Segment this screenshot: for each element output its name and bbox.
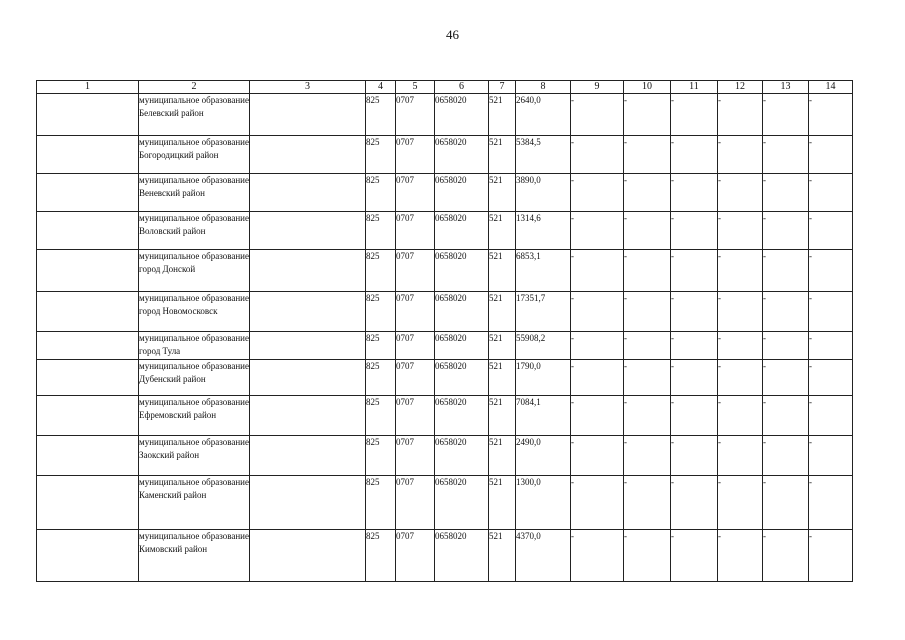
cell-col-3 bbox=[250, 396, 366, 436]
municipality-name: муниципальное образование Каменский район bbox=[139, 476, 250, 530]
municipality-name: муниципальное образование Дубенский район bbox=[139, 360, 250, 396]
cell-ministry-code: 825 bbox=[366, 476, 396, 530]
cell-expense-type: 521 bbox=[489, 136, 516, 174]
cell-col-1 bbox=[37, 530, 139, 582]
municipality-name: муниципальное образование Богородицкий район bbox=[139, 136, 250, 174]
cell-ministry-code: 825 bbox=[366, 332, 396, 360]
header-row bbox=[37, 81, 853, 94]
cell-expense-type: 521 bbox=[489, 396, 516, 436]
cell-col-9: - bbox=[571, 292, 624, 332]
cell-col-12: - bbox=[718, 476, 763, 530]
cell-amount: 4370,0 bbox=[516, 530, 571, 582]
cell-col-13: - bbox=[763, 396, 809, 436]
cell-col-12: - bbox=[718, 530, 763, 582]
cell-ministry-code: 825 bbox=[366, 436, 396, 476]
cell-col-9: - bbox=[571, 212, 624, 250]
cell-col-10: - bbox=[624, 292, 671, 332]
municipality-name: муниципальное образование город Новомосковск bbox=[139, 292, 250, 332]
cell-col-3 bbox=[250, 136, 366, 174]
cell-col-14: - bbox=[809, 476, 853, 530]
cell-section-code: 0707 bbox=[396, 396, 435, 436]
municipality-name: муниципальное образование город Тула bbox=[139, 332, 250, 360]
cell-target-code: 0658020 bbox=[435, 94, 489, 136]
cell-col-14: - bbox=[809, 436, 853, 476]
cell-col-1 bbox=[37, 292, 139, 332]
cell-amount: 2640,0 bbox=[516, 94, 571, 136]
cell-ministry-code: 825 bbox=[366, 250, 396, 292]
cell-expense-type: 521 bbox=[489, 436, 516, 476]
cell-col-9: - bbox=[571, 332, 624, 360]
cell-col-13: - bbox=[763, 136, 809, 174]
cell-col-3 bbox=[250, 250, 366, 292]
cell-col-3 bbox=[250, 212, 366, 250]
cell-target-code: 0658020 bbox=[435, 396, 489, 436]
cell-col-12: - bbox=[718, 174, 763, 212]
cell-col-14: - bbox=[809, 332, 853, 360]
cell-col-9: - bbox=[571, 530, 624, 582]
cell-col-14: - bbox=[809, 136, 853, 174]
column-header-12: 12 bbox=[718, 81, 763, 94]
cell-col-1 bbox=[37, 360, 139, 396]
cell-col-1 bbox=[37, 136, 139, 174]
cell-col-9: - bbox=[571, 396, 624, 436]
cell-target-code: 0658020 bbox=[435, 136, 489, 174]
cell-target-code: 0658020 bbox=[435, 476, 489, 530]
cell-col-10: - bbox=[624, 174, 671, 212]
cell-section-code: 0707 bbox=[396, 94, 435, 136]
cell-col-3 bbox=[250, 436, 366, 476]
page-number: 46 bbox=[446, 27, 459, 42]
cell-col-14: - bbox=[809, 250, 853, 292]
cell-col-10: - bbox=[624, 436, 671, 476]
cell-section-code: 0707 bbox=[396, 530, 435, 582]
cell-col-12: - bbox=[718, 94, 763, 136]
cell-expense-type: 521 bbox=[489, 530, 516, 582]
column-header-7: 7 bbox=[489, 81, 516, 94]
table-row bbox=[37, 332, 853, 360]
cell-section-code: 0707 bbox=[396, 136, 435, 174]
table-row bbox=[37, 436, 853, 476]
cell-ministry-code: 825 bbox=[366, 174, 396, 212]
cell-col-10: - bbox=[624, 396, 671, 436]
column-header-3: 3 bbox=[250, 81, 366, 94]
cell-ministry-code: 825 bbox=[366, 530, 396, 582]
table-row bbox=[37, 212, 853, 250]
cell-expense-type: 521 bbox=[489, 476, 516, 530]
cell-col-12: - bbox=[718, 436, 763, 476]
cell-col-13: - bbox=[763, 94, 809, 136]
cell-expense-type: 521 bbox=[489, 292, 516, 332]
table-row bbox=[37, 530, 853, 582]
cell-col-13: - bbox=[763, 292, 809, 332]
cell-col-14: - bbox=[809, 212, 853, 250]
cell-col-11: - bbox=[671, 332, 718, 360]
cell-col-1 bbox=[37, 396, 139, 436]
cell-section-code: 0707 bbox=[396, 250, 435, 292]
cell-amount: 1314,6 bbox=[516, 212, 571, 250]
cell-section-code: 0707 bbox=[396, 292, 435, 332]
cell-expense-type: 521 bbox=[489, 212, 516, 250]
cell-col-14: - bbox=[809, 530, 853, 582]
cell-col-3 bbox=[250, 530, 366, 582]
cell-col-10: - bbox=[624, 360, 671, 396]
cell-col-10: - bbox=[624, 136, 671, 174]
municipality-name: муниципальное образование Белевский район bbox=[139, 94, 250, 136]
cell-amount: 5384,5 bbox=[516, 136, 571, 174]
cell-col-11: - bbox=[671, 436, 718, 476]
cell-target-code: 0658020 bbox=[435, 250, 489, 292]
cell-ministry-code: 825 bbox=[366, 94, 396, 136]
cell-col-1 bbox=[37, 332, 139, 360]
cell-amount: 2490,0 bbox=[516, 436, 571, 476]
cell-col-12: - bbox=[718, 360, 763, 396]
table-row bbox=[37, 396, 853, 436]
table-body bbox=[37, 81, 853, 582]
cell-section-code: 0707 bbox=[396, 212, 435, 250]
municipality-name: муниципальное образование Заокский район bbox=[139, 436, 250, 476]
cell-col-11: - bbox=[671, 292, 718, 332]
cell-col-14: - bbox=[809, 292, 853, 332]
table-row bbox=[37, 292, 853, 332]
table-row bbox=[37, 360, 853, 396]
cell-col-11: - bbox=[671, 476, 718, 530]
cell-col-3 bbox=[250, 360, 366, 396]
municipality-name: муниципальное образование город Донской bbox=[139, 250, 250, 292]
cell-col-9: - bbox=[571, 136, 624, 174]
column-header-14: 14 bbox=[809, 81, 853, 94]
cell-section-code: 0707 bbox=[396, 332, 435, 360]
municipality-name: муниципальное образование Воловский район bbox=[139, 212, 250, 250]
column-header-13: 13 bbox=[763, 81, 809, 94]
cell-col-3 bbox=[250, 332, 366, 360]
column-header-1: 1 bbox=[37, 81, 139, 94]
column-header-8: 8 bbox=[516, 81, 571, 94]
cell-col-13: - bbox=[763, 212, 809, 250]
cell-col-10: - bbox=[624, 476, 671, 530]
cell-expense-type: 521 bbox=[489, 94, 516, 136]
cell-col-10: - bbox=[624, 212, 671, 250]
cell-col-9: - bbox=[571, 360, 624, 396]
cell-col-10: - bbox=[624, 530, 671, 582]
cell-col-11: - bbox=[671, 212, 718, 250]
cell-target-code: 0658020 bbox=[435, 174, 489, 212]
cell-col-11: - bbox=[671, 174, 718, 212]
cell-col-13: - bbox=[763, 332, 809, 360]
cell-col-12: - bbox=[718, 212, 763, 250]
cell-col-3 bbox=[250, 174, 366, 212]
cell-col-9: - bbox=[571, 476, 624, 530]
cell-section-code: 0707 bbox=[396, 360, 435, 396]
table-row bbox=[37, 250, 853, 292]
municipality-name: муниципальное образование Веневский район bbox=[139, 174, 250, 212]
cell-col-3 bbox=[250, 476, 366, 530]
cell-amount: 17351,7 bbox=[516, 292, 571, 332]
cell-col-9: - bbox=[571, 94, 624, 136]
table-row bbox=[37, 136, 853, 174]
cell-col-11: - bbox=[671, 530, 718, 582]
cell-section-code: 0707 bbox=[396, 476, 435, 530]
cell-amount: 1790,0 bbox=[516, 360, 571, 396]
cell-col-11: - bbox=[671, 396, 718, 436]
column-header-4: 4 bbox=[366, 81, 396, 94]
cell-col-3 bbox=[250, 292, 366, 332]
table-row bbox=[37, 174, 853, 212]
cell-target-code: 0658020 bbox=[435, 332, 489, 360]
cell-col-11: - bbox=[671, 250, 718, 292]
cell-amount: 3890,0 bbox=[516, 174, 571, 212]
cell-section-code: 0707 bbox=[396, 436, 435, 476]
column-header-6: 6 bbox=[435, 81, 489, 94]
cell-col-13: - bbox=[763, 360, 809, 396]
cell-expense-type: 521 bbox=[489, 332, 516, 360]
cell-col-13: - bbox=[763, 174, 809, 212]
cell-amount: 6853,1 bbox=[516, 250, 571, 292]
cell-col-13: - bbox=[763, 476, 809, 530]
cell-col-10: - bbox=[624, 94, 671, 136]
cell-target-code: 0658020 bbox=[435, 292, 489, 332]
cell-target-code: 0658020 bbox=[435, 212, 489, 250]
column-header-10: 10 bbox=[624, 81, 671, 94]
cell-col-12: - bbox=[718, 292, 763, 332]
table-row bbox=[37, 476, 853, 530]
cell-col-14: - bbox=[809, 174, 853, 212]
cell-col-12: - bbox=[718, 332, 763, 360]
cell-col-14: - bbox=[809, 94, 853, 136]
cell-col-12: - bbox=[718, 136, 763, 174]
cell-col-1 bbox=[37, 94, 139, 136]
cell-expense-type: 521 bbox=[489, 174, 516, 212]
cell-col-9: - bbox=[571, 436, 624, 476]
cell-target-code: 0658020 bbox=[435, 530, 489, 582]
cell-ministry-code: 825 bbox=[366, 292, 396, 332]
cell-target-code: 0658020 bbox=[435, 436, 489, 476]
cell-col-13: - bbox=[763, 436, 809, 476]
column-header-9: 9 bbox=[571, 81, 624, 94]
cell-col-14: - bbox=[809, 396, 853, 436]
cell-col-11: - bbox=[671, 360, 718, 396]
cell-col-11: - bbox=[671, 94, 718, 136]
cell-col-10: - bbox=[624, 250, 671, 292]
cell-ministry-code: 825 bbox=[366, 360, 396, 396]
cell-section-code: 0707 bbox=[396, 174, 435, 212]
column-header-2: 2 bbox=[139, 81, 250, 94]
cell-col-1 bbox=[37, 476, 139, 530]
cell-col-9: - bbox=[571, 174, 624, 212]
cell-col-12: - bbox=[718, 250, 763, 292]
cell-col-10: - bbox=[624, 332, 671, 360]
cell-col-3 bbox=[250, 94, 366, 136]
cell-col-1 bbox=[37, 436, 139, 476]
cell-ministry-code: 825 bbox=[366, 136, 396, 174]
cell-ministry-code: 825 bbox=[366, 212, 396, 250]
cell-col-13: - bbox=[763, 250, 809, 292]
cell-expense-type: 521 bbox=[489, 360, 516, 396]
table-row bbox=[37, 94, 853, 136]
cell-target-code: 0658020 bbox=[435, 360, 489, 396]
cell-col-12: - bbox=[718, 396, 763, 436]
cell-col-1 bbox=[37, 174, 139, 212]
budget-table bbox=[36, 80, 853, 582]
cell-amount: 55908,2 bbox=[516, 332, 571, 360]
cell-col-1 bbox=[37, 212, 139, 250]
cell-col-14: - bbox=[809, 360, 853, 396]
municipality-name: муниципальное образование Ефремовский район bbox=[139, 396, 250, 436]
cell-col-11: - bbox=[671, 136, 718, 174]
cell-col-13: - bbox=[763, 530, 809, 582]
cell-amount: 7084,1 bbox=[516, 396, 571, 436]
column-header-5: 5 bbox=[396, 81, 435, 94]
cell-col-9: - bbox=[571, 250, 624, 292]
cell-amount: 1300,0 bbox=[516, 476, 571, 530]
cell-ministry-code: 825 bbox=[366, 396, 396, 436]
column-header-11: 11 bbox=[671, 81, 718, 94]
municipality-name: муниципальное образование Кимовский район bbox=[139, 530, 250, 582]
cell-expense-type: 521 bbox=[489, 250, 516, 292]
cell-col-1 bbox=[37, 250, 139, 292]
